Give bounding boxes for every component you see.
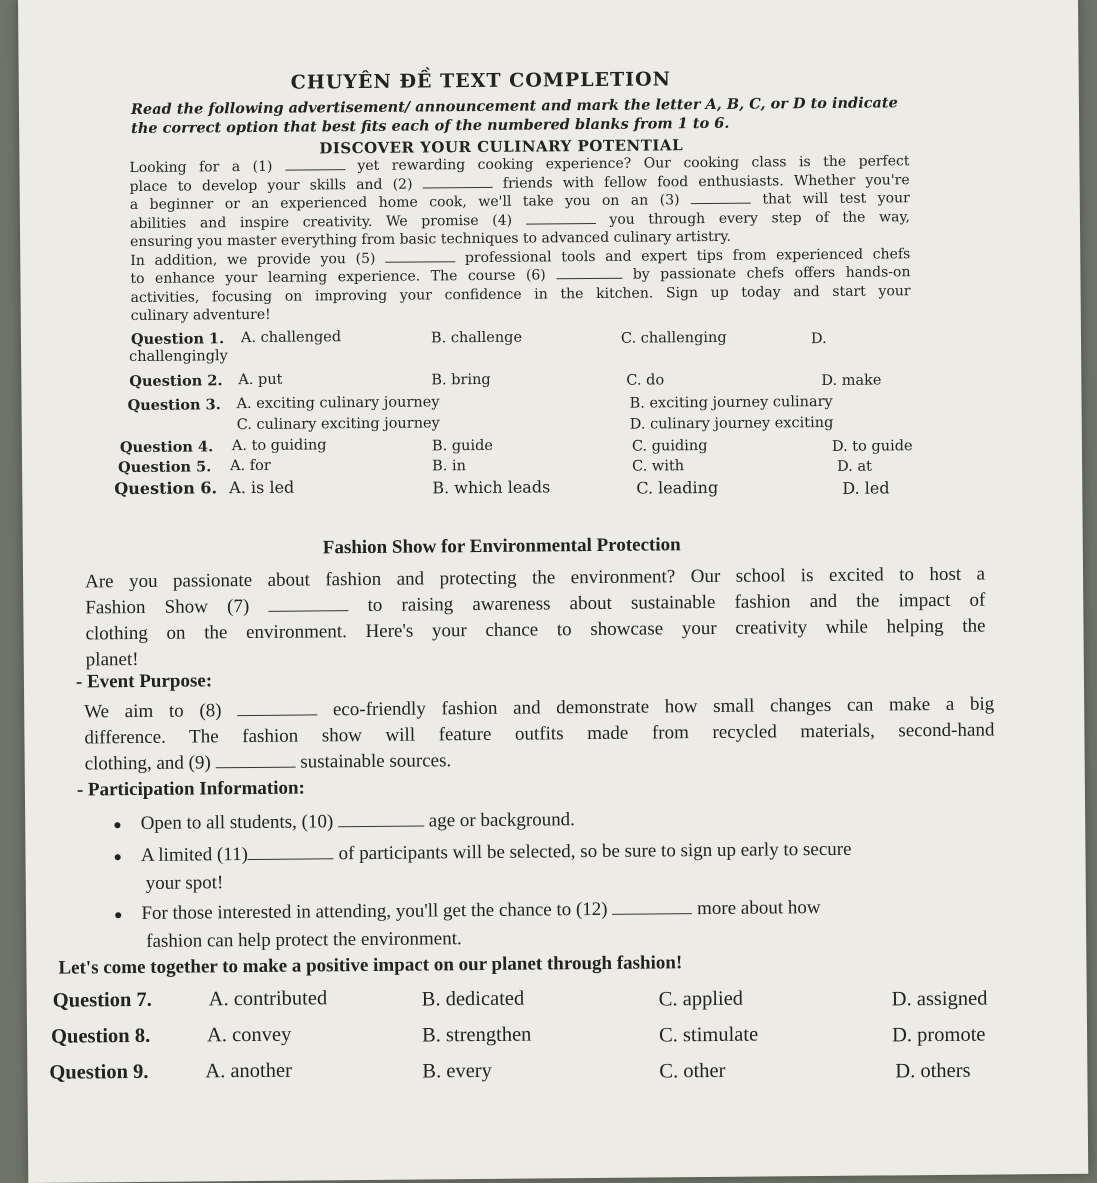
q5-option-c[interactable]: C. with [632,458,685,475]
instruction-line-2: the correct option that best fits each of the numbered blanks from 1 to 6. [131,114,730,138]
list-item-continuation: fashion can help protect the environment. [146,928,462,952]
q7-option-b[interactable]: B. dedicated [421,987,525,1011]
q3-option-a[interactable]: A. exciting culinary journey [236,394,440,413]
q2-option-d[interactable]: D. make [821,372,882,390]
section-heading-culinary: DISCOVER YOUR CULINARY POTENTIAL [319,136,684,158]
passage-line: Fashion Show (7) to raising awareness about sustainable fashion and the impact of [85,589,986,619]
q3-option-c[interactable]: C. culinary exciting journey [236,415,440,434]
q7-option-a[interactable]: A. contributed [208,987,328,1011]
q1-option-d[interactable]: D. [810,330,827,348]
question-7-label: Question 7. [52,988,152,1012]
question-1-label: Question 1. [130,330,225,349]
passage-line: abilities and inspire creativity. We promise (4) you through every step of the way, [129,208,910,232]
q7-option-c[interactable]: C. applied [658,987,744,1011]
q2-option-a[interactable]: A. put [238,371,283,389]
bullet-icon: ● [113,818,122,834]
q1-option-d-text: challengingly [129,348,228,366]
passage-line: clothing, and (9) sustainable sources. [84,750,452,775]
passage-line: Looking for a (1) yet rewarding cooking experience? Our cooking class is the perfect [129,153,910,177]
q1-option-a[interactable]: A. challenged [240,329,342,347]
list-item-continuation: your spot! [145,872,224,894]
question-2-label: Question 2. [129,372,223,391]
closing-line: Let's come together to make a positive impact on our planet through fashion! [58,952,683,979]
q8-option-b[interactable]: B. strengthen [421,1023,532,1047]
passage-line: Are you passionate about fashion and protecting the environment? Our school is excited to host a [84,563,986,593]
list-item: ● A limited (11) of participants will be selected, so be sure to sign up early to secure [113,838,852,866]
participation-heading: - Participation Information: [76,777,305,801]
q6-option-b[interactable]: B. which leads [432,477,551,498]
list-item: ● Open to all students, (10) age or background. [113,809,575,834]
q5-option-b[interactable]: B. in [432,458,467,475]
instruction-line-1: Read the following advertisement/ announcement and mark the letter A, B, C, or D to indicate [130,94,898,119]
question-4-label: Question 4. [119,438,214,457]
q4-option-c[interactable]: C. guiding [631,438,708,455]
passage-line: a beginner or an experienced home cook, we'll take you on an (3) that will test your [129,190,910,214]
passage-line: ensuring you master everything from basic techniques to advanced culinary artistry. [130,228,732,251]
passage-line: difference. The fashion show will feature outfits made from recycled materials, second-hand [84,719,995,749]
q4-option-d[interactable]: D. to guide [831,438,913,455]
q9-option-c[interactable]: C. other [659,1059,726,1083]
passage-line: place to develop your skills and (2) friends with fellow food enthusiasts. Whether you're [129,171,910,195]
list-item: ● For those interested in attending, you'll get the chance to (12) more about how [113,897,821,924]
q8-option-a[interactable]: A. convey [206,1023,292,1047]
q5-option-a[interactable]: A. for [230,457,271,475]
q2-option-c[interactable]: C. do [626,372,665,389]
question-5-label: Question 5. [118,458,212,477]
bullet-icon: ● [113,908,123,924]
q4-option-b[interactable]: B. guide [431,437,493,455]
question-3-label: Question 3. [127,396,221,415]
worksheet-title: CHUYÊN ĐỀ TEXT COMPLETION [290,68,672,94]
culinary-passage [129,152,910,325]
question-6-label: Question 6. [114,478,218,499]
q9-option-d[interactable]: D. others [895,1059,971,1083]
passage-line: clothing on the environment. Here's your chance to showcase your creativity while helping the [85,615,986,645]
q9-option-b[interactable]: B. every [422,1059,492,1083]
q1-option-c[interactable]: C. challenging [620,329,727,347]
q8-option-d[interactable]: D. promote [891,1023,986,1047]
passage-line: culinary adventure! [130,306,271,325]
passage-line: We aim to (8) eco-friendly fashion and demonstrate how small changes can make a big [84,693,995,723]
question-9-label: Question 9. [49,1060,149,1084]
participation-list [113,803,1014,955]
q5-option-d[interactable]: D. at [837,458,872,475]
q7-option-d[interactable]: D. assigned [891,987,988,1011]
fashion-intro-passage [85,562,986,674]
event-purpose-heading: - Event Purpose: [75,670,213,693]
passage-line: activities, focusing on improving your confidence in the kitchen. Sign up today and start your [130,282,911,306]
q9-option-a[interactable]: A. another [205,1059,292,1083]
bullet-icon: ● [113,850,123,866]
passage-line: In addition, we provide you (5) professional tools and expert tips from experienced chefs [130,245,911,269]
event-purpose-passage [84,692,995,778]
q2-option-b[interactable]: B. bring [431,371,491,389]
passage-line: planet! [85,648,139,671]
q6-option-d[interactable]: D. led [842,478,890,498]
q3-option-b[interactable]: B. exciting journey culinary [629,393,833,412]
q3-option-d[interactable]: D. culinary journey exciting [629,414,834,433]
fashion-show-title: Fashion Show for Environmental Protection [322,534,681,559]
passage-line: to enhance your learning experience. The course (6) by passionate chefs offers hands-on [130,264,911,288]
q8-option-c[interactable]: C. stimulate [658,1023,759,1047]
question-8-label: Question 8. [50,1024,151,1048]
q6-option-a[interactable]: A. is led [229,477,295,498]
q1-option-b[interactable]: B. challenge [430,329,523,347]
q6-option-c[interactable]: C. leading [636,477,719,498]
q4-option-a[interactable]: A. to guiding [231,437,327,455]
worksheet-page [18,0,1088,1183]
